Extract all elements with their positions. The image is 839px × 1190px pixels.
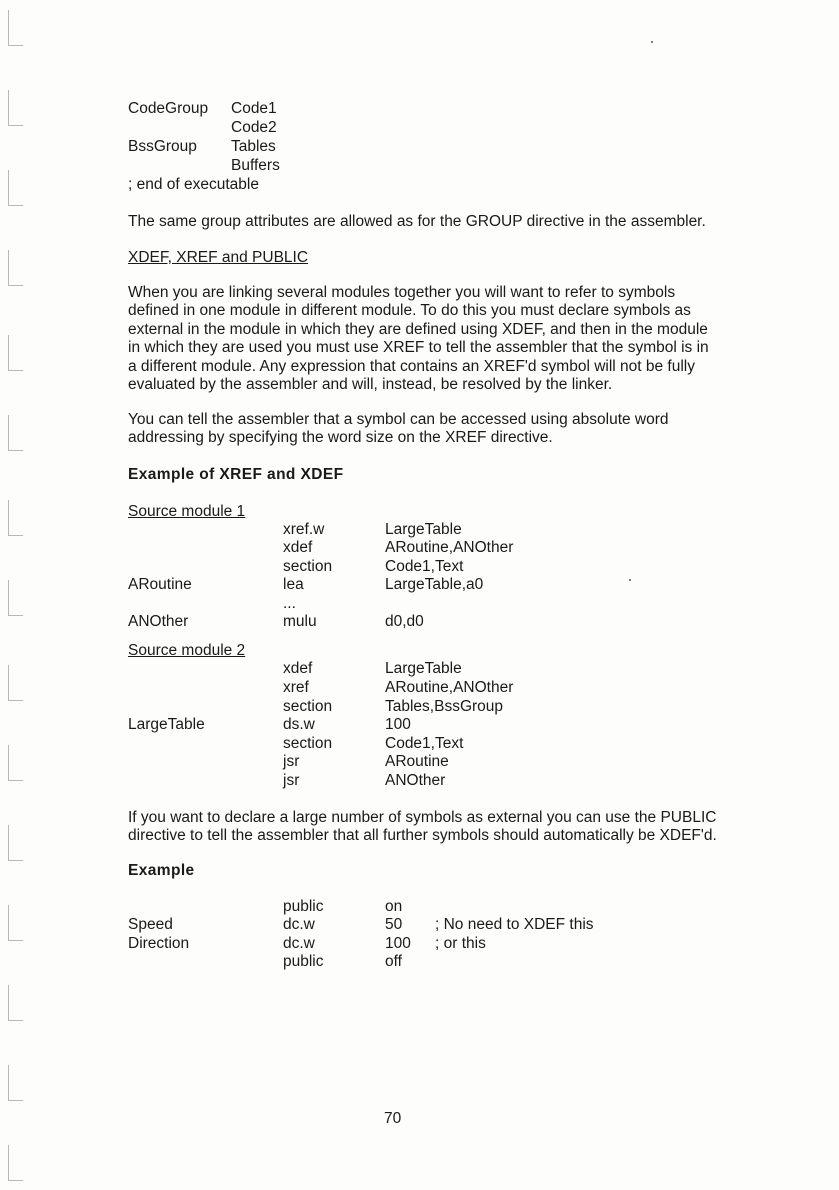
code-line: ANOther mulu d0,d0 <box>128 612 424 630</box>
binding-mark <box>8 905 31 941</box>
binding-mark <box>8 250 31 286</box>
binding-mark <box>8 335 31 371</box>
section-heading: XDEF, XREF and PUBLIC <box>128 248 309 266</box>
binding-mark <box>8 170 31 206</box>
code-line: section Code1,Text <box>283 557 464 575</box>
code-line: ARoutine lea LargeTable,a0 <box>128 576 484 594</box>
code-line: xref ARoutine,ANOther <box>283 679 514 697</box>
binding-mark <box>8 1145 31 1181</box>
code-line: xdef ARoutine,ANOther <box>283 539 514 557</box>
example-heading: Example of XREF and XDEF <box>128 465 344 483</box>
paragraph-absolute-addressing: You can tell the assembler that a symbol can be accessed using absolute word addressing by specifying the word size on the XREF directive. <box>128 410 669 446</box>
binding-mark <box>8 415 31 451</box>
end-comment: ; end of executable <box>128 176 259 193</box>
binding-mark <box>8 665 31 701</box>
group-definitions <box>128 100 728 195</box>
code-listing-module-2 <box>128 660 728 790</box>
binding-mark <box>8 745 31 781</box>
speck <box>651 41 653 43</box>
code-line: LargeTable ds.w 100 <box>128 716 411 734</box>
module-title: Source module 2 <box>128 642 246 660</box>
binding-mark <box>8 90 31 126</box>
binding-mark <box>8 825 31 861</box>
paragraph-public-directive: If you want to declare a large number of symbols as external you can use the PUBLIC directive to tell the assembler that all further symbols should automatically be XDEF'd. <box>128 808 717 845</box>
binding-mark <box>8 580 31 616</box>
code-line: section Tables,BssGroup <box>283 697 504 715</box>
code-line: ... <box>283 594 296 612</box>
code-line: Direction dc.w 100 ; or this <box>128 934 486 952</box>
binding-mark <box>8 500 31 536</box>
code-line: jsr ARoutine <box>283 753 449 771</box>
document-page <box>128 100 728 972</box>
binding-mark <box>8 985 31 1021</box>
code-line: xref.w LargeTable <box>283 520 462 538</box>
example-heading: Example <box>128 861 195 879</box>
group-line: BssGroup Tables <box>128 138 276 155</box>
paragraph-linking: When you are linking several modules together you will want to refer to symbols defined in one module in different module. To do this you must declare symbols as external in the module in which they are defined using XDEF, and then in the module in which they are used you must use XREF to tell the assembler that the symbol is in a different module. Any expression that contains an XREF'd symbol will not be fully evaluated by the assembler and will, instead, be resolved by the linker. <box>128 283 709 393</box>
code-line: public off <box>283 953 402 971</box>
code-line: public on <box>283 897 403 915</box>
code-line: xdef LargeTable <box>283 660 462 678</box>
binding-mark <box>8 1065 31 1101</box>
code-line: section Code1,Text <box>283 734 464 752</box>
page-number: 70 <box>384 1110 402 1127</box>
code-line: Speed dc.w 50 ; No need to XDEF this <box>128 916 594 934</box>
module-title: Source module 1 <box>128 502 246 520</box>
paragraph-group-attributes: The same group attributes are allowed as for the GROUP directive in the assembler. <box>128 213 706 230</box>
code-listing-public-example <box>128 898 728 972</box>
group-line: Buffers <box>231 157 280 174</box>
group-line: CodeGroup Code1 <box>128 100 277 117</box>
code-line: jsr ANOther <box>283 772 446 790</box>
group-line: Code2 <box>231 119 277 136</box>
code-listing-module-1 <box>128 521 728 632</box>
binding-mark <box>8 10 31 46</box>
